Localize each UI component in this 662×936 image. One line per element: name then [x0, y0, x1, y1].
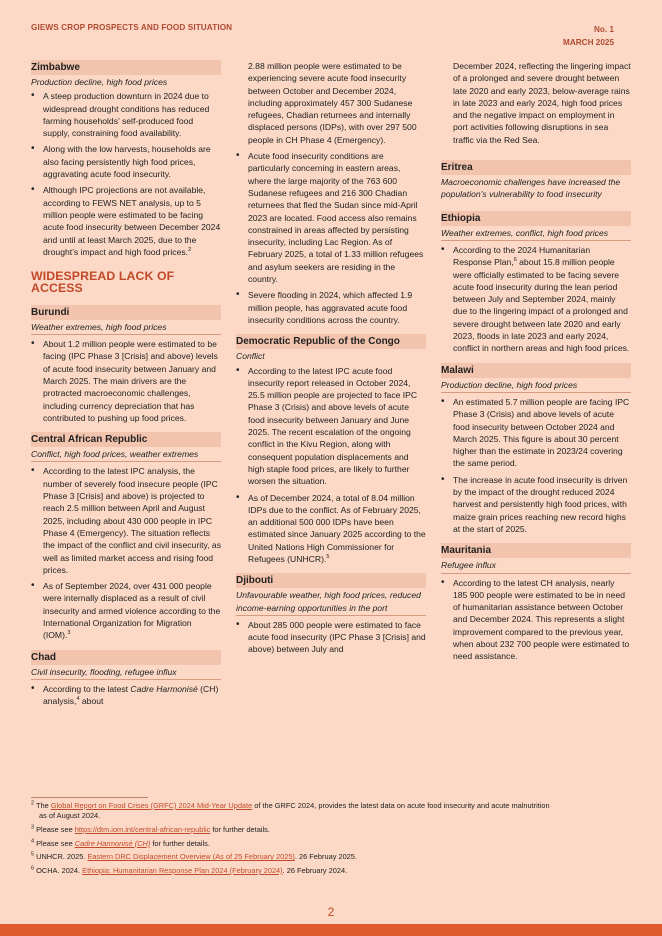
footnotes: [31, 801, 631, 880]
country-title-mauritania: Mauritania: [441, 543, 631, 558]
footnote: [31, 839, 631, 849]
footnote-ref[interactable]: 5: [326, 554, 330, 561]
country-title-malawi: Malawi: [441, 363, 631, 378]
country-subtitle-djibouti: Unfavourable weather, high food prices, reduced income-earning opportunities in the port: [236, 589, 426, 616]
bullet-list-burundi: [31, 338, 221, 424]
bullet-text: As of December 2024, a total of 8.04 million IDPs due to the conflict. As of February 2025, an additional 500 000 IDPs have been estimated since January 2025 according to the United Nations High Commissioner for Refugees (UNHCR).: [248, 492, 426, 564]
country-title-eritrea: Eritrea: [441, 160, 631, 175]
footnote-ref[interactable]: 3: [67, 630, 71, 637]
country-title-djibouti: Djibouti: [236, 573, 426, 588]
bullet-item: • An estimated 5.7 million people are facing IPC Phase 3 (Crisis) and above levels of acute food insecurity between October 2024 and March 2025. This figure is about 30 percent higher than the estimate in 2023/24 covering the same period.: [441, 396, 631, 470]
footnote-text: Please see: [36, 838, 75, 848]
footnote-text: OCHA. 2024.: [36, 866, 83, 876]
bullet-text: According to the latest: [43, 683, 131, 694]
page-number: 2: [327, 905, 335, 919]
footnote-link[interactable]: Eastern DRC Displacement Overview (As of 25 February 2025): [87, 852, 295, 862]
country-title-zimbabwe: Zimbabwe: [31, 60, 221, 75]
footnote-number: 2: [31, 800, 35, 807]
bullet-item: [31, 184, 221, 258]
bullet-list-chad: [31, 683, 221, 708]
country-title-drc: Democratic Republic of the Congo: [236, 334, 426, 349]
country-subtitle-car: Conflict, high food prices, weather extremes: [31, 448, 221, 462]
column-2: [236, 60, 426, 660]
footnote-link[interactable]: Global Report on Food Crises (GRFC) 2024 Mid-Year Update: [50, 801, 253, 810]
bullet-text: about 15.8 million people were officially estimated to be facing severe acute food insecurity during the lean period between July and September 2024, mainly due to the lingering impact of a prolonged and severe drought between late 2020 and early 2023, floods in late 2023 and early 2024, conflict in northern areas and high food prices.: [453, 257, 630, 354]
country-subtitle-mauritania: Refugee influx: [441, 559, 631, 573]
running-header: GIEWS CROP PROSPECTS AND FOOD SITUATION: [31, 23, 233, 32]
country-subtitle-burundi: Weather extremes, high food prices: [31, 321, 221, 335]
footnote: [31, 825, 631, 835]
country-subtitle-chad: Civil insecurity, flooding, refugee influx: [31, 666, 221, 680]
bullet-list-chad-cont: [236, 150, 426, 326]
country-subtitle-malawi: Production decline, high food prices: [441, 379, 631, 393]
footnote-number: 4: [31, 838, 35, 845]
country-title-burundi: Burundi: [31, 305, 221, 320]
bullet-item: • Along with the low harvests, households are also facing persistently high food prices, aggravating acute food insecurity.: [31, 143, 221, 180]
country-subtitle-eritrea: Macroeconomic challenges have increased the population’s vulnerability to food insecurity: [441, 177, 621, 200]
footnote-text: Please see: [36, 824, 75, 834]
bullet-text: As of September 2024, over 431 000 people were internally displaced as a result of civil insecurity and armed violence according to the International Organization for Migration (IOM).: [43, 581, 221, 641]
footnote-ref[interactable]: 2: [188, 247, 192, 253]
bullet-item: • According to the latest CH analysis, nearly 185 900 people were estimated to be in need of humanitarian assistance between October and December 2024. This represents a slight improvement compared to the previous year, when about 232 700 people were estimated to need assistance.: [441, 577, 631, 663]
footnote-text: . 26 February 2024.: [282, 866, 348, 876]
country-subtitle-ethiopia: Weather extremes, conflict, high food prices: [441, 227, 631, 241]
bullet-text: According to the 2024 Humanitarian Response Plan,: [453, 244, 591, 268]
bullet-list-car: [31, 465, 221, 641]
footnote-number: 3: [31, 824, 35, 831]
bullet-item: • A steep production downturn in 2024 due to widespread drought conditions has reduced farming households’ self-produced food supply, constraining food availability.: [31, 90, 221, 139]
footnote-text: The: [35, 801, 51, 810]
country-title-ethiopia: Ethiopia: [441, 211, 631, 226]
bullet-list-djibouti: [236, 619, 426, 656]
bullet-item: [441, 244, 631, 355]
bullet-item: [31, 683, 221, 708]
bullet-item: • About 1.2 million people were estimated to be facing (IPC Phase 3 [Crisis] and above) levels of acute food insecurity between January and March 2025. The main drivers are the protracted macroeconomic challenges, including currency depreciation that has contributed to pushing up food prices.: [31, 338, 221, 424]
bullet-text: (CH) analysis,: [43, 683, 219, 707]
country-title-car: Central African Republic: [31, 432, 221, 447]
footnote: [31, 866, 631, 876]
footnote-ref[interactable]: 6: [513, 257, 517, 264]
bullet-list-ethiopia: [441, 244, 631, 355]
footnote-text: . 26 Februay 2025.: [294, 852, 357, 862]
bullet-item: • Acute food insecurity conditions are particularly concerning in eastern areas, where the large majority of the 763 600 Sudanese refugees and 216 300 Chadian returnees that fled the Sudan since mid-April 2023 are located. Food access also remains constrained in areas affected by persisting insecurity, including Lac Region. As of February 2025, a total of 1.33 million refugees and asylum seekers are residing in the country.: [236, 150, 426, 285]
bullet-text-italic: Cadre Harmonisé: [130, 683, 198, 694]
section-heading: WIDESPREAD LACK OF ACCESS: [31, 269, 175, 296]
continued-text-chad: 2.88 million people were estimated to be experiencing severe acute food insecurity between October and December 2024, including approximately 457 300 Sudanese refugees, Chadian returnees and internally displaced persons (IDPs), with over 297 500 people in CH Phase 4 (Emergency).: [248, 61, 417, 145]
country-subtitle-zimbabwe: Production decline, high food prices: [31, 77, 168, 87]
bullet-text: about: [79, 696, 104, 707]
column-3: [441, 60, 631, 667]
bullet-list-drc: [236, 365, 426, 566]
bullet-item: • About 285 000 people were estimated to face acute food insecurity (IPC Phase 3 [Crisis] and above) between July and: [236, 619, 426, 656]
bullet-item: • According to the latest IPC analysis, the number of severely food insecure people (IPC Phase 3 [Crisis] and above) is projected to reach 2.5 million between April and August 2025, including about 430 000 people in IPC Phase 4 (Emergency). The situation reflects the impact of the conflict and civil insecurity, as well as limited market access and rising food prices.: [31, 465, 221, 576]
footnote-number: 6: [31, 865, 35, 872]
bullet-item: [236, 492, 426, 566]
bullet-item: • According to the latest IPC acute food insecurity report released in October 2024, 25.5 million people are projected to face IPC Phase 3 (Crisis) and above levels of acute food insecurity between January and June 2025. The recent escalation of the ongoing conflict in the Kivu Region, along with consequent population displacements and high staple food prices, are likely to further worsen the situation.: [236, 365, 426, 488]
footnote-ref[interactable]: 4: [76, 696, 80, 703]
footnote: [31, 852, 631, 862]
bullet-list-mauritania: [441, 577, 631, 663]
issue-info: [563, 23, 614, 49]
footnote-number: 5: [31, 851, 35, 858]
issue-date: MARCH 2025: [563, 38, 614, 47]
continued-text-djibouti: December 2024, reflecting the lingering impact of a prolonged and severe drought between late 2020 and early 2023, below-average rains in late 2023 and early 2024, high food prices and the negative impact on employment in port activities following disruptions in sea traffic via the Red Sea.: [453, 61, 631, 145]
column-1: [31, 60, 221, 711]
country-subtitle-drc: Conflict: [236, 351, 265, 362]
issue-number: No. 1: [593, 25, 614, 34]
country-title-chad: Chad: [31, 650, 221, 665]
footnote-text: for further details.: [210, 824, 270, 834]
bullet-item: • The increase in acute food insecurity is driven by the impact of the drought reduced 2024 harvest and persistently high food prices, with maize grain prices reaching new record highs at the start of 2025.: [441, 474, 631, 535]
footer-bar: [0, 924, 662, 936]
footnote-link[interactable]: https://dtm.iom.int/central-african-republic: [74, 824, 211, 834]
footnote: [31, 801, 631, 821]
footnote-text: for further details.: [150, 838, 210, 848]
bullet-list-malawi: [441, 396, 631, 535]
footnote-link[interactable]: Ethiopia: Humanitarian Response Plan 2024 (February 2024): [82, 866, 283, 876]
footnote-text: UNHCR. 2025.: [36, 852, 88, 862]
footnote-link[interactable]: Cadre Harmonisé (CH): [74, 838, 151, 848]
bullet-list-zimbabwe: [31, 90, 221, 258]
footnote-text: of the GRFC 2024, provides the latest data on acute food insecurity and acute malnutrition: [252, 801, 550, 810]
footnote-divider: [31, 797, 148, 798]
bullet-item: • Severe flooding in 2024, which affected 1.9 million people, has aggravated acute food insecurity conditions across the country.: [236, 289, 426, 326]
bullet-item: [31, 580, 221, 641]
footnote-text: as of August 2024.: [39, 811, 101, 821]
bullet-text: Although IPC projections are not available, according to FEWS NET analysis, up to 5 million people were estimated to be facing acute food insecurity between December 2024 and until at least March 2025, due to the drought’s impact and high food prices.: [43, 185, 221, 257]
